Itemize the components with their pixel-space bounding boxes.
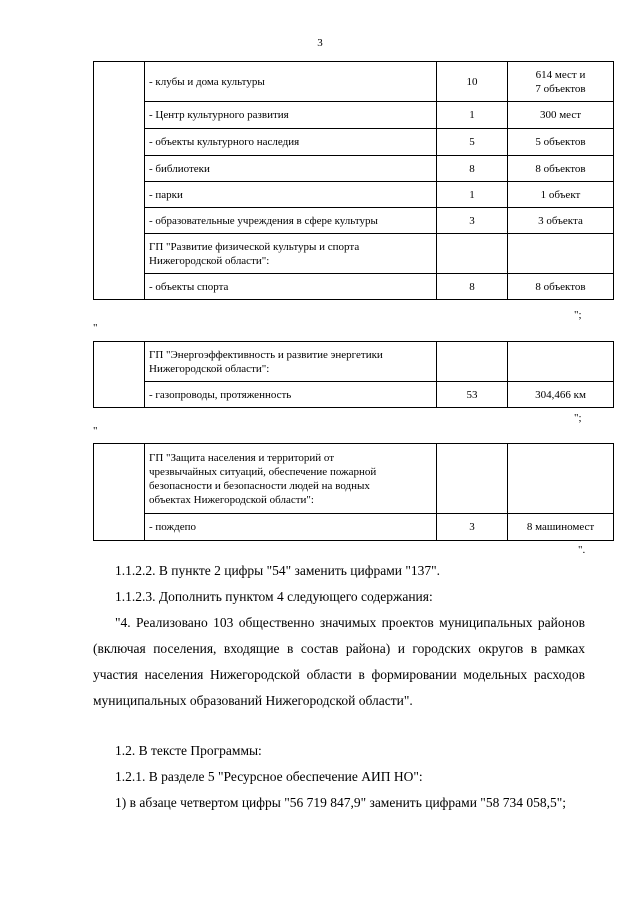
row-label: - объекты культурного наследия xyxy=(145,129,437,156)
empty-cell xyxy=(508,234,614,274)
row-label: - образовательные учреждения в сфере культуры xyxy=(145,208,437,234)
capacity-line: 7 объектов xyxy=(535,82,586,95)
row-label: - клубы и дома культуры xyxy=(145,62,437,102)
table-row xyxy=(94,102,614,129)
table-row xyxy=(94,156,614,182)
row-label: - объекты спорта xyxy=(145,274,437,300)
paragraph-subitem-1: 1) в абзаце четвертом цифры "56 719 847,9" заменить цифрами "58 734 058,5"; xyxy=(115,795,566,810)
row-count: 10 xyxy=(437,62,508,102)
row-label: - библиотеки xyxy=(145,156,437,182)
row-label: - Центр культурного развития xyxy=(145,102,437,129)
heading-line: ГП "Защита населения и территорий от xyxy=(149,451,335,464)
table-row xyxy=(94,444,614,514)
empty-cell xyxy=(437,444,508,514)
heading-line: ГП "Развитие физической культуры и спорта xyxy=(149,240,360,253)
heading-line: Нижегородской области": xyxy=(149,254,270,267)
empty-cell xyxy=(437,234,508,274)
row-capacity: 5 объектов xyxy=(508,129,614,156)
program-heading xyxy=(145,342,437,382)
table-row xyxy=(94,208,614,234)
row-label: - парки xyxy=(145,182,437,208)
capacity-line: 614 мест и xyxy=(535,68,586,81)
empty-cell xyxy=(508,444,614,514)
paragraph-item-1-2: 1.2. В тексте Программы: xyxy=(115,743,262,758)
heading-line: ГП "Энергоэффективность и развитие энергетики xyxy=(149,348,383,361)
row-capacity xyxy=(508,62,614,102)
program-heading xyxy=(145,444,437,514)
row-label: - газопроводы, протяженность xyxy=(145,382,437,408)
closing-quote: "; xyxy=(574,412,582,424)
row-count: 5 xyxy=(437,129,508,156)
empty-cell xyxy=(94,342,145,408)
paragraph-item-1-2-1: 1.2.1. В разделе 5 "Ресурсное обеспечение АИП НО": xyxy=(115,769,423,784)
row-count: 1 xyxy=(437,182,508,208)
closing-quote: "; xyxy=(574,309,582,321)
heading-line: безопасности и безопасности людей на водных xyxy=(149,479,370,492)
row-capacity: 8 машиномест xyxy=(508,514,614,541)
row-capacity: 3 объекта xyxy=(508,208,614,234)
closing-quote: ". xyxy=(578,544,586,556)
row-capacity: 1 объект xyxy=(508,182,614,208)
table-row xyxy=(94,62,614,102)
row-count: 8 xyxy=(437,156,508,182)
table-row xyxy=(94,342,614,382)
culture-objects-table xyxy=(93,61,614,300)
page-number: 3 xyxy=(317,37,323,49)
empty-cell xyxy=(94,444,145,541)
heading-line: объектах Нижегородской области": xyxy=(149,493,314,506)
row-capacity: 8 объектов xyxy=(508,274,614,300)
empty-cell xyxy=(94,62,145,300)
empty-cell xyxy=(508,342,614,382)
emergency-table xyxy=(93,443,614,541)
table-row xyxy=(94,129,614,156)
empty-cell xyxy=(437,342,508,382)
heading-line: Нижегородской области": xyxy=(149,362,270,375)
row-capacity: 304,466 км xyxy=(508,382,614,408)
table-row xyxy=(94,234,614,274)
table-row xyxy=(94,382,614,408)
energy-table xyxy=(93,341,614,408)
paragraph-quoted-item-4: "4. Реализовано 103 общественно значимых проектов муниципальных районов (включая поселения, входящие в состав района) и городских округов в рамках участия населения Нижегородской области в формировании модельных расходов муниципальных образований Нижегородской области". xyxy=(93,615,585,708)
row-capacity: 8 объектов xyxy=(508,156,614,182)
paragraph-item-1-1-2-2: 1.1.2.2. В пункте 2 цифры "54" заменить цифрами "137". xyxy=(115,563,440,578)
row-count: 1 xyxy=(437,102,508,129)
program-heading xyxy=(145,234,437,274)
opening-quote: " xyxy=(93,425,98,437)
heading-line: чрезвычайных ситуаций, обеспечение пожарной xyxy=(149,465,377,478)
row-label: - пождепо xyxy=(145,514,437,541)
paragraph-item-1-1-2-3: 1.1.2.3. Дополнить пунктом 4 следующего содержания: xyxy=(115,589,433,604)
row-count: 53 xyxy=(437,382,508,408)
table-row xyxy=(94,182,614,208)
row-count: 3 xyxy=(437,208,508,234)
table-row xyxy=(94,274,614,300)
opening-quote: " xyxy=(93,322,98,334)
table-row xyxy=(94,514,614,541)
row-capacity: 300 мест xyxy=(508,102,614,129)
row-count: 8 xyxy=(437,274,508,300)
row-count: 3 xyxy=(437,514,508,541)
